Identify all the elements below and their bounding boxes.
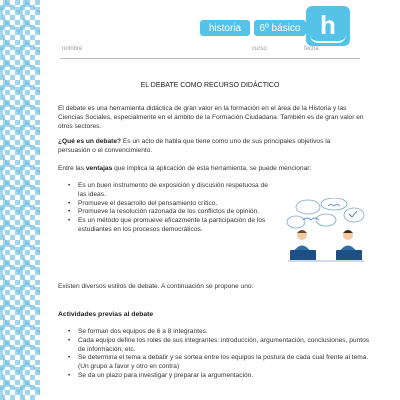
list-item: • Se forman dos equipos de 6 a 8 integrantes. bbox=[78, 328, 378, 337]
student-info-fields bbox=[60, 46, 360, 59]
advantages-list bbox=[62, 182, 278, 235]
date-field-label: fecha bbox=[304, 46, 319, 52]
list-item: • Es un método que promueve eficazmente la participación de los estudiantes en los procesos democráticos. bbox=[78, 217, 278, 235]
subject-badge: historia bbox=[200, 20, 250, 36]
name-field-label: nombre bbox=[62, 46, 83, 52]
definition-lead: ¿Qué es un debate? bbox=[58, 138, 122, 145]
advantages-intro bbox=[58, 164, 364, 173]
list-item: • Es un buen instrumento de exposición y discusión respetuosa de las ideas. bbox=[78, 182, 278, 200]
definition-paragraph bbox=[58, 137, 364, 155]
advantages-post: que implica la aplicación de esta herramienta, se puede mencionar: bbox=[112, 165, 312, 172]
activities-heading: Actividades previas al debate bbox=[58, 311, 154, 318]
styles-paragraph: Existen diversos estilos de debate. A continuación se propone uno: bbox=[58, 283, 254, 290]
definition-text: Es un acto de habla que tiene como uno de sus principales objetivos la persuasión o el convencimiento. bbox=[58, 138, 331, 154]
list-item: • Promueve el desarrollo del pensamiento crítico. bbox=[78, 200, 278, 209]
list-item: • Promueve la resolución razonada de los conflictos de opinión. bbox=[78, 208, 278, 217]
logo-smile-arc bbox=[310, 35, 346, 43]
brand-logo bbox=[306, 6, 350, 46]
list-item: • Se da un plazo para investigar y preparar la argumentación. bbox=[78, 372, 378, 381]
activities-list bbox=[62, 328, 378, 381]
list-item: • Se determina el tema a debatir y se sortea entre los equipos la postura de cada cual frente al tema. (Un grupo a favor y otro en contra) bbox=[78, 354, 378, 372]
logo-letter: h bbox=[320, 10, 336, 40]
grade-badge: 6º básico bbox=[254, 20, 306, 36]
advantages-pre: Entre las bbox=[58, 165, 86, 172]
decorative-pattern-strip bbox=[0, 0, 40, 400]
course-field-label: curso bbox=[252, 46, 267, 52]
advantages-bold: ventajas bbox=[85, 165, 113, 172]
debate-illustration-image bbox=[286, 198, 366, 264]
document-title: EL DEBATE COMO RECURSO DIDÁCTICO bbox=[140, 82, 280, 89]
list-item: • Cada equipo define los roles de sus integrantes: introducción, argumentación, conclusiones, puntos de información, etc. bbox=[78, 337, 378, 355]
intro-paragraph: El debate es una herramienta didáctica de gran valor en la formación en el área de la Historia y las Ciencias Sociales, especialmente en el ámbito de la Formación Ciudadana. También es de gran valor en otros sectores. bbox=[58, 105, 364, 130]
